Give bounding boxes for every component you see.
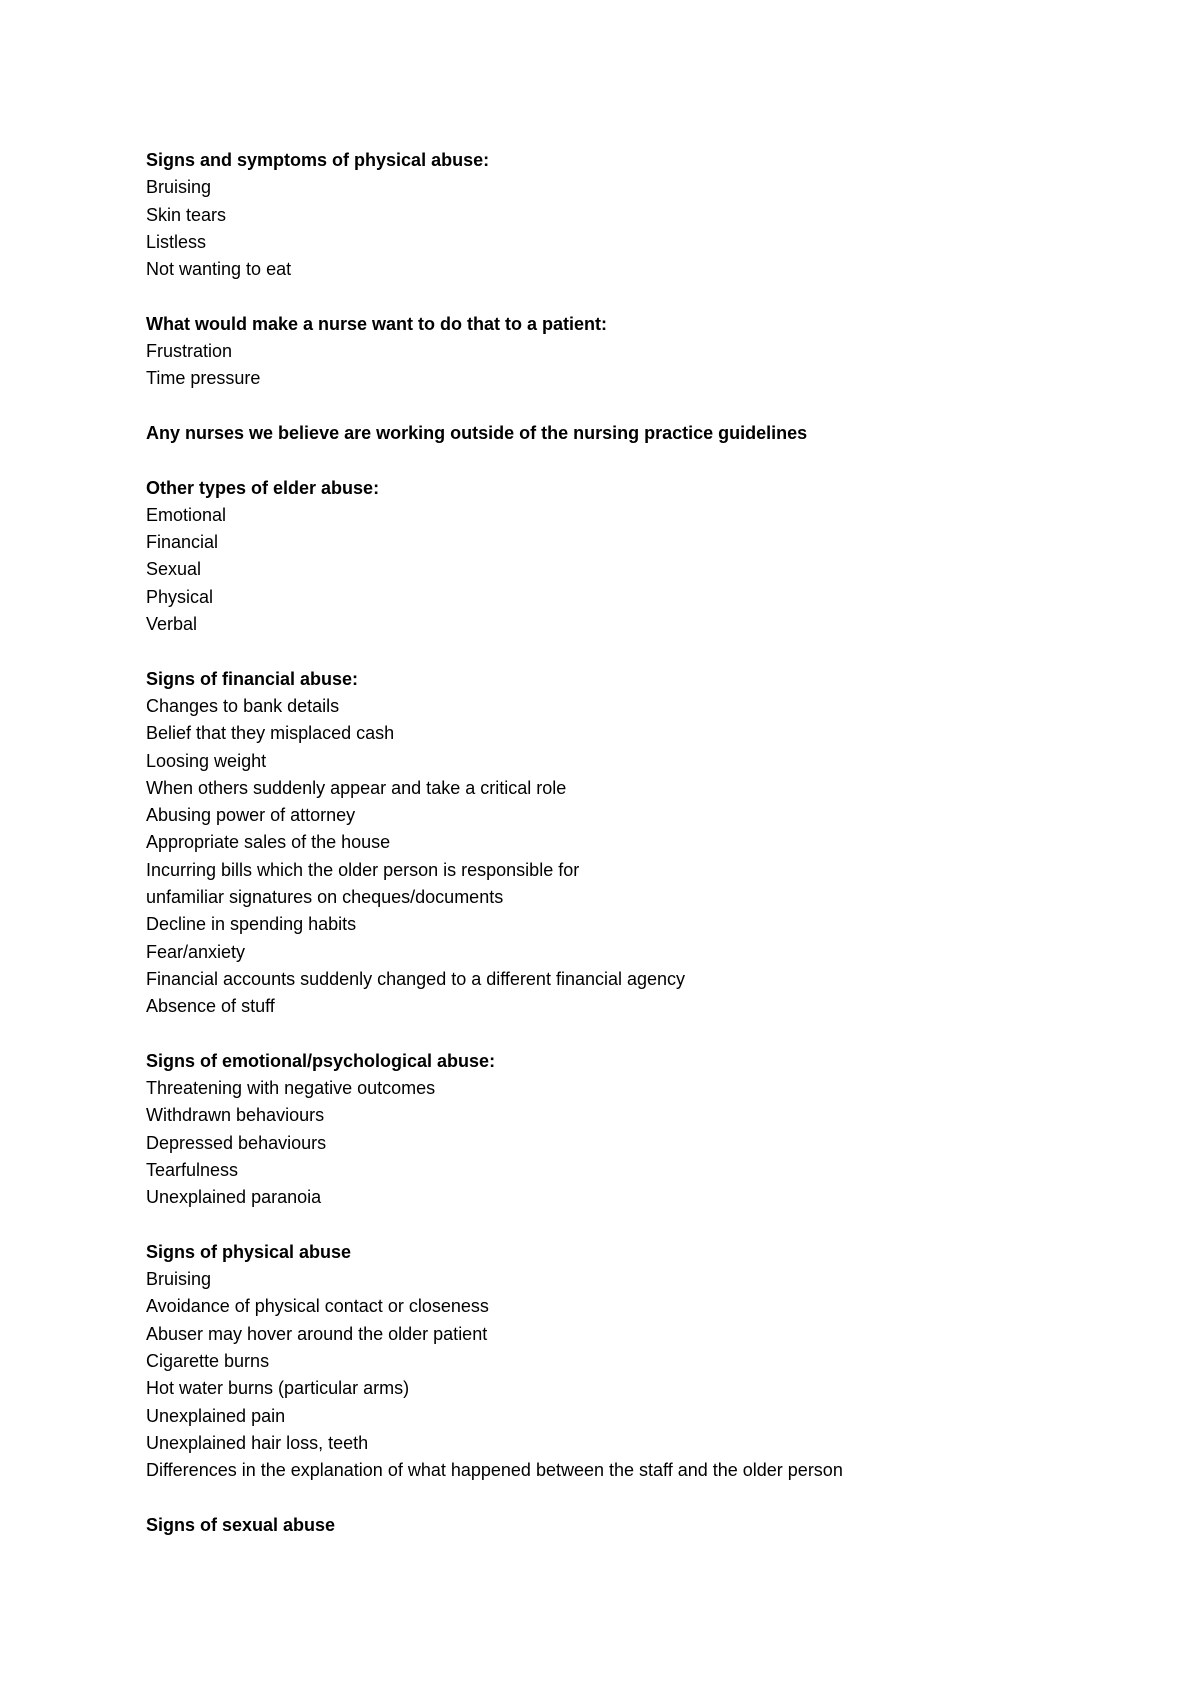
list-item: Skin tears xyxy=(146,204,227,225)
section xyxy=(146,420,1146,447)
list-item: Listless xyxy=(146,231,207,252)
document-body xyxy=(146,147,1146,1539)
list-item: Financial accounts suddenly changed to a different financial agency xyxy=(146,968,686,989)
list-item: Frustration xyxy=(146,341,233,362)
list-item: Differences in the explanation of what happened between the staff and the older person xyxy=(146,1460,843,1481)
list-item: Changes to bank details xyxy=(146,695,340,716)
paragraph-spacer xyxy=(146,1021,1146,1048)
list-item: Abuser may hover around the older patient xyxy=(146,1323,488,1344)
paragraph-spacer xyxy=(146,638,1146,665)
section xyxy=(146,666,1146,1021)
list-item: Financial xyxy=(146,532,219,553)
section xyxy=(146,475,1146,639)
list-item: Loosing weight xyxy=(146,750,267,771)
section-heading: Signs and symptoms of physical abuse: xyxy=(146,150,490,170)
section-heading: Signs of financial abuse: xyxy=(146,668,359,689)
list-item: Not wanting to eat xyxy=(146,259,292,280)
paragraph-spacer xyxy=(146,447,1146,474)
list-item: Absence of stuff xyxy=(146,996,275,1017)
list-item: Depressed behaviours xyxy=(146,1132,327,1153)
list-item: Withdrawn behaviours xyxy=(146,1105,325,1126)
section-heading: Signs of physical abuse xyxy=(146,1241,352,1262)
paragraph-spacer xyxy=(146,1485,1146,1512)
list-item: Threatening with negative outcomes xyxy=(146,1078,436,1099)
list-item: Unexplained paranoia xyxy=(146,1187,322,1208)
list-item: Hot water burns (particular arms) xyxy=(146,1378,410,1399)
list-item: Sexual xyxy=(146,559,202,580)
section-heading: What would make a nurse want to do that to a patient: xyxy=(146,313,608,334)
list-item: Appropriate sales of the house xyxy=(146,832,391,853)
list-item: Belief that they misplaced cash xyxy=(146,723,395,744)
section xyxy=(146,147,1146,283)
section xyxy=(146,311,1146,393)
paragraph-spacer xyxy=(146,1212,1146,1239)
list-item: Tearfulness xyxy=(146,1159,239,1180)
list-item: Avoidance of physical contact or closeness xyxy=(146,1296,489,1317)
list-item: Time pressure xyxy=(146,368,261,389)
paragraph-spacer xyxy=(146,283,1146,310)
list-item: Incurring bills which the older person is responsible for xyxy=(146,859,580,880)
list-item: Abusing power of attorney xyxy=(146,805,356,826)
section-heading: Any nurses we believe are working outside of the nursing practice guidelines xyxy=(146,422,808,443)
list-item: Fear/anxiety xyxy=(146,941,246,962)
list-item: Emotional xyxy=(146,504,227,525)
section xyxy=(146,1512,1146,1539)
section-heading: Other types of elder abuse: xyxy=(146,477,380,498)
list-item: Bruising xyxy=(146,1269,212,1290)
section xyxy=(146,1048,1146,1212)
section-heading: Signs of emotional/psychological abuse: xyxy=(146,1050,496,1071)
list-item: unfamiliar signatures on cheques/documents xyxy=(146,887,504,908)
section xyxy=(146,1239,1146,1485)
list-item: Decline in spending habits xyxy=(146,914,357,935)
list-item: Unexplained hair loss, teeth xyxy=(146,1432,369,1453)
list-item: Physical xyxy=(146,586,214,607)
list-item: Verbal xyxy=(146,614,198,635)
paragraph-spacer xyxy=(146,393,1146,420)
list-item: When others suddenly appear and take a critical role xyxy=(146,777,567,798)
list-item: Bruising xyxy=(146,177,212,198)
list-item: Unexplained pain xyxy=(146,1405,286,1426)
section-heading: Signs of sexual abuse xyxy=(146,1514,336,1535)
list-item: Cigarette burns xyxy=(146,1351,270,1372)
